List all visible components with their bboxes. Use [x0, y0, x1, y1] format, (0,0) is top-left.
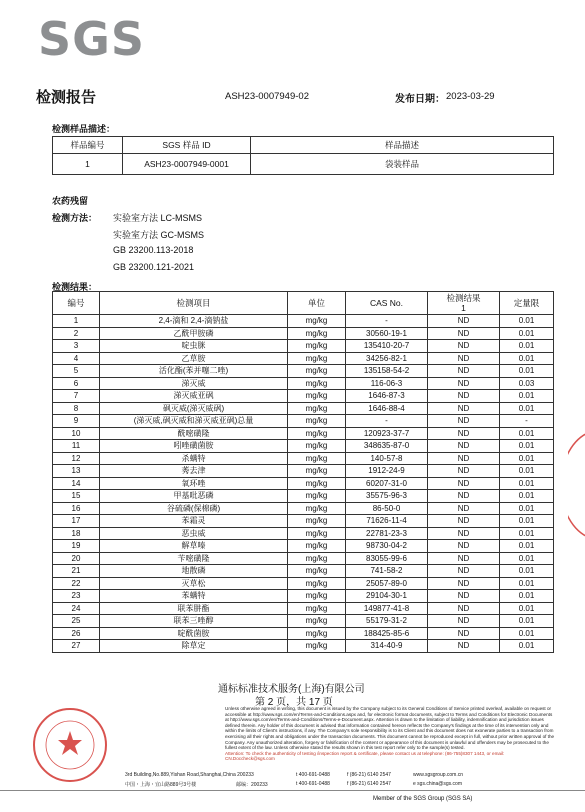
cas-number: 34256-82-1	[346, 352, 428, 365]
result: ND	[428, 452, 500, 465]
table-row	[53, 440, 554, 453]
test-item: 涕灭威亚砜	[100, 390, 288, 403]
test-item: 联苯肼酯	[100, 602, 288, 615]
quantitation-limit: 0.01	[500, 490, 554, 503]
quantitation-limit: 0.03	[500, 377, 554, 390]
table-row	[53, 340, 554, 353]
row-number: 18	[53, 527, 100, 540]
cas-number: 741-58-2	[346, 565, 428, 578]
test-item: 苯霜灵	[100, 515, 288, 528]
sample-table	[52, 136, 554, 175]
cas-number: 29104-30-1	[346, 590, 428, 603]
cas-number: 25057-89-0	[346, 577, 428, 590]
quantitation-limit: 0.01	[500, 477, 554, 490]
cas-number: 30560-19-1	[346, 327, 428, 340]
address-cn: 中国・上海・宜山路889号3号楼	[125, 782, 197, 788]
row-number: 15	[53, 490, 100, 503]
table-row	[53, 327, 554, 340]
unit: mg/kg	[288, 590, 346, 603]
sgs-logo	[38, 10, 146, 68]
method-line: GB 23200.113-2018	[113, 245, 194, 255]
unit: mg/kg	[288, 552, 346, 565]
test-item: 杀螨特	[100, 452, 288, 465]
row-number: 3	[53, 340, 100, 353]
row-number: 2	[53, 327, 100, 340]
unit: mg/kg	[288, 327, 346, 340]
table-row	[53, 590, 554, 603]
cas-number: 22781-23-3	[346, 527, 428, 540]
cas-number: 116-06-3	[346, 377, 428, 390]
cas-number: 35575-96-3	[346, 490, 428, 503]
quantitation-limit: 0.01	[500, 327, 554, 340]
quantitation-limit: 0.01	[500, 402, 554, 415]
unit: mg/kg	[288, 365, 346, 378]
result: ND	[428, 365, 500, 378]
test-item: 除草定	[100, 640, 288, 653]
result: ND	[428, 490, 500, 503]
pesticide-heading: 农药残留	[52, 197, 89, 207]
result: ND	[428, 552, 500, 565]
cas-number: 120923-37-7	[346, 427, 428, 440]
cas-number: 98730-04-2	[346, 540, 428, 553]
row-number: 9	[53, 415, 100, 428]
column-header: 样品描述	[251, 137, 554, 154]
result: ND	[428, 440, 500, 453]
quantitation-limit: -	[500, 415, 554, 428]
row-number: 20	[53, 552, 100, 565]
sample-description: 袋装样品	[251, 154, 554, 175]
row-number: 16	[53, 502, 100, 515]
result: ND	[428, 402, 500, 415]
cas-number: 135410-20-7	[346, 340, 428, 353]
table-row	[53, 552, 554, 565]
table-row	[53, 602, 554, 615]
quantitation-limit: 0.01	[500, 540, 554, 553]
table-row	[53, 390, 554, 403]
quantitation-limit: 0.01	[500, 390, 554, 403]
test-item: 啶酰菌胺	[100, 627, 288, 640]
table-row	[53, 452, 554, 465]
test-item: 甲基吡恶磷	[100, 490, 288, 503]
test-item: 氧环唑	[100, 477, 288, 490]
unit: mg/kg	[288, 577, 346, 590]
column-header: CAS No.	[346, 292, 428, 315]
table-row	[53, 365, 554, 378]
result: ND	[428, 615, 500, 628]
row-number: 7	[53, 390, 100, 403]
result: ND	[428, 540, 500, 553]
column-header: 检测项目	[100, 292, 288, 315]
row-number: 8	[53, 402, 100, 415]
method-line: 实验室方法 GC-MSMS	[113, 230, 204, 240]
result: ND	[428, 327, 500, 340]
unit: mg/kg	[288, 527, 346, 540]
method-line: GB 23200.121-2021	[113, 262, 195, 272]
cas-number: 60207-31-0	[346, 477, 428, 490]
unit: mg/kg	[288, 452, 346, 465]
test-item: 2,4-滴和 2,4-滴钠盐	[100, 315, 288, 328]
unit: mg/kg	[288, 440, 346, 453]
table-row	[53, 465, 554, 478]
web-link[interactable]: www.sgsgroup.com.cn	[413, 772, 464, 778]
result: ND	[428, 590, 500, 603]
test-item: 乙酰甲胺磷	[100, 327, 288, 340]
cas-number: 83055-99-6	[346, 552, 428, 565]
unit: mg/kg	[288, 465, 346, 478]
unit: mg/kg	[288, 402, 346, 415]
quantitation-limit: 0.01	[500, 440, 554, 453]
sample-table-header	[53, 137, 554, 154]
quantitation-limit: 0.01	[500, 315, 554, 328]
row-number: 14	[53, 477, 100, 490]
test-item: 恶虫威	[100, 527, 288, 540]
footer-company: 通标标准技术服务(上海)有限公司	[218, 684, 365, 695]
result: ND	[428, 477, 500, 490]
row-number: 23	[53, 590, 100, 603]
sample-number: 1	[53, 154, 123, 175]
row-number: 22	[53, 577, 100, 590]
quantitation-limit: 0.01	[500, 627, 554, 640]
table-row	[53, 477, 554, 490]
test-item: 涕灭威	[100, 377, 288, 390]
test-item: 解草嗪	[100, 540, 288, 553]
result: ND	[428, 427, 500, 440]
report-number: ASH23-0007949-02	[225, 91, 309, 102]
test-item: 砜灭威(涕灭威砜)	[100, 402, 288, 415]
test-item: 莠去津	[100, 465, 288, 478]
row-number: 10	[53, 427, 100, 440]
test-item: 地散磷	[100, 565, 288, 578]
cas-number: 135158-54-2	[346, 365, 428, 378]
table-row	[53, 640, 554, 653]
row-number: 17	[53, 515, 100, 528]
column-header: SGS 样品 ID	[123, 137, 251, 154]
unit: mg/kg	[288, 627, 346, 640]
unit: mg/kg	[288, 615, 346, 628]
company-stamp	[30, 705, 110, 785]
unit: mg/kg	[288, 640, 346, 653]
result: ND	[428, 315, 500, 328]
quantitation-limit: 0.01	[500, 527, 554, 540]
test-item: 乙草胺	[100, 352, 288, 365]
table-row	[53, 352, 554, 365]
quantitation-limit: 0.01	[500, 352, 554, 365]
result: ND	[428, 627, 500, 640]
unit: mg/kg	[288, 502, 346, 515]
address-en: 3rd Building,No.889,Yishan Road,Shanghai,China 200233	[125, 772, 254, 778]
result: ND	[428, 465, 500, 478]
table-row	[53, 515, 554, 528]
quantitation-limit: 0.01	[500, 340, 554, 353]
quantitation-limit: 0.01	[500, 565, 554, 578]
test-item: 苄嘧磺隆	[100, 552, 288, 565]
method-label: 检测方法：	[52, 214, 98, 224]
date-value: 2023-03-29	[446, 91, 495, 102]
results-table	[52, 291, 554, 653]
column-header: 检测结果 1	[428, 292, 500, 315]
result: ND	[428, 527, 500, 540]
tel: t 400-691-0488	[296, 772, 330, 778]
cas-number: 348635-87-0	[346, 440, 428, 453]
row-number: 5	[53, 365, 100, 378]
member-note: Member of the SGS Group (SGS SA)	[373, 796, 473, 802]
unit: mg/kg	[288, 427, 346, 440]
table-row	[53, 577, 554, 590]
test-item: 联苯三唑醇	[100, 615, 288, 628]
terms-note: Attention: To check the authenticity of testing /inspection report & certificate, please contact us at telephone: (86-755)8307 1443, or email: CN.Doccheck@sgs.com	[225, 750, 505, 762]
test-item: (涕灭威,砜灭威和涕灭威亚砜)总量	[100, 415, 288, 428]
email-link[interactable]: e sgs.china@sgs.com	[413, 781, 462, 787]
quantitation-limit: 0.01	[500, 452, 554, 465]
cas-number: 149877-41-8	[346, 602, 428, 615]
table-row	[53, 527, 554, 540]
footer-divider	[0, 790, 585, 791]
table-row	[53, 315, 554, 328]
sample-section-heading: 检测样品描述：	[52, 125, 116, 135]
row-number: 25	[53, 615, 100, 628]
test-item: 吲唑磺菌胺	[100, 440, 288, 453]
row-number: 6	[53, 377, 100, 390]
quantitation-limit: 0.01	[500, 465, 554, 478]
row-number: 19	[53, 540, 100, 553]
unit: mg/kg	[288, 602, 346, 615]
result: ND	[428, 390, 500, 403]
test-item: 啶虫脒	[100, 340, 288, 353]
sgs-logo-text: SGS	[38, 12, 146, 66]
cas-number: 140-57-8	[346, 452, 428, 465]
row-number: 24	[53, 602, 100, 615]
table-row	[53, 627, 554, 640]
cas-number: 55179-31-2	[346, 615, 428, 628]
cas-number: 71626-11-4	[346, 515, 428, 528]
row-number: 26	[53, 627, 100, 640]
quantitation-limit: 0.01	[500, 577, 554, 590]
quantitation-limit: 0.01	[500, 515, 554, 528]
table-row	[53, 427, 554, 440]
method-line: 实验室方法 LC-MSMS	[113, 213, 203, 223]
sample-id: ASH23-0007949-0001	[123, 154, 251, 175]
unit: mg/kg	[288, 415, 346, 428]
row-number: 11	[53, 440, 100, 453]
postcode-cn: 邮编：200233	[236, 782, 268, 788]
result: ND	[428, 577, 500, 590]
column-header: 编号	[53, 292, 100, 315]
result: ND	[428, 565, 500, 578]
unit: mg/kg	[288, 377, 346, 390]
unit: mg/kg	[288, 490, 346, 503]
result: ND	[428, 377, 500, 390]
table-row	[53, 502, 554, 515]
cas-number: -	[346, 315, 428, 328]
result: ND	[428, 340, 500, 353]
cas-number: 188425-85-6	[346, 627, 428, 640]
test-item: 酰嘧磺隆	[100, 427, 288, 440]
unit: mg/kg	[288, 515, 346, 528]
unit: mg/kg	[288, 340, 346, 353]
quantitation-limit: 0.01	[500, 602, 554, 615]
quantitation-limit: 0.01	[500, 615, 554, 628]
table-row	[53, 377, 554, 390]
results-table-header	[53, 292, 554, 315]
column-header: 定量限	[500, 292, 554, 315]
row-number: 21	[53, 565, 100, 578]
terms-block	[225, 706, 555, 762]
quantitation-limit: 0.01	[500, 502, 554, 515]
column-header: 样品编号	[53, 137, 123, 154]
quantitation-limit: 0.01	[500, 590, 554, 603]
table-row	[53, 490, 554, 503]
test-item: 灭草松	[100, 577, 288, 590]
tel: t 400-691-0488	[296, 781, 330, 787]
fax: f (86-21) 6140 2547	[347, 781, 391, 787]
page-indicator: 第 2 页，共 17 页	[255, 697, 333, 708]
unit: mg/kg	[288, 477, 346, 490]
table-row	[53, 154, 554, 175]
result: ND	[428, 515, 500, 528]
table-row	[53, 402, 554, 415]
cas-number: 1646-87-3	[346, 390, 428, 403]
cas-number: 86-50-0	[346, 502, 428, 515]
quantitation-limit: 0.01	[500, 640, 554, 653]
unit: mg/kg	[288, 565, 346, 578]
cas-number: 1912-24-9	[346, 465, 428, 478]
results-heading: 检测结果：	[52, 283, 98, 293]
row-number: 4	[53, 352, 100, 365]
row-number: 13	[53, 465, 100, 478]
quantitation-limit: 0.01	[500, 427, 554, 440]
fax: f (86-21) 6140 2547	[347, 772, 391, 778]
date-label: 发布日期：	[395, 94, 445, 105]
result: ND	[428, 415, 500, 428]
unit: mg/kg	[288, 390, 346, 403]
table-row	[53, 565, 554, 578]
test-item: 谷硫磷(保棉磷)	[100, 502, 288, 515]
test-item: 苯螨特	[100, 590, 288, 603]
terms-text: Unless otherwise agreed in writing, this document is issued by the Company subject to its General Conditions of Service printed overleaf, available on request or accessible at http://www.sgs.com/en/Terms-and-Conditions.aspx and, for electronic format documents, subject to Terms and Conditions for Electronic Documents at http://www.sgs.com/en/Terms-and-Conditions/Terms-e-Document.aspx. Attention is drawn to the limitation of liability, indemnification and jurisdiction issues defined therein. Any holder of this document is advised that information contained hereon reflects the Company's findings at the time of its intervention only and within the limits of Client's instructions, if any. The Company's sole responsibility is to its Client and this document does not exonerate parties to a transaction from exercising all their rights and obligations under the transaction documents. This document cannot be reproduced except in full, without prior written approval of the Company. Any unauthorized alteration, forgery or falsification of the content or appearance of this document is unlawful and offenders may be prosecuted to the fullest extent of the law. Unless otherwise stated the results shown in this test report refer only to the sample(s) tested.	[225, 706, 555, 751]
unit: mg/kg	[288, 352, 346, 365]
unit: mg/kg	[288, 540, 346, 553]
row-number: 1	[53, 315, 100, 328]
column-header: 单位	[288, 292, 346, 315]
result: ND	[428, 502, 500, 515]
cas-number: -	[346, 415, 428, 428]
result: ND	[428, 640, 500, 653]
table-row	[53, 615, 554, 628]
test-item: 活化酯(苯并噻二唑)	[100, 365, 288, 378]
side-stamp	[568, 430, 585, 540]
row-number: 27	[53, 640, 100, 653]
cas-number: 314-40-9	[346, 640, 428, 653]
cas-number: 1646-88-4	[346, 402, 428, 415]
row-number: 12	[53, 452, 100, 465]
quantitation-limit: 0.01	[500, 552, 554, 565]
result: ND	[428, 352, 500, 365]
page-title: 检测报告	[36, 88, 97, 106]
table-row	[53, 540, 554, 553]
result: ND	[428, 602, 500, 615]
quantitation-limit: 0.01	[500, 365, 554, 378]
unit: mg/kg	[288, 315, 346, 328]
table-row	[53, 415, 554, 428]
